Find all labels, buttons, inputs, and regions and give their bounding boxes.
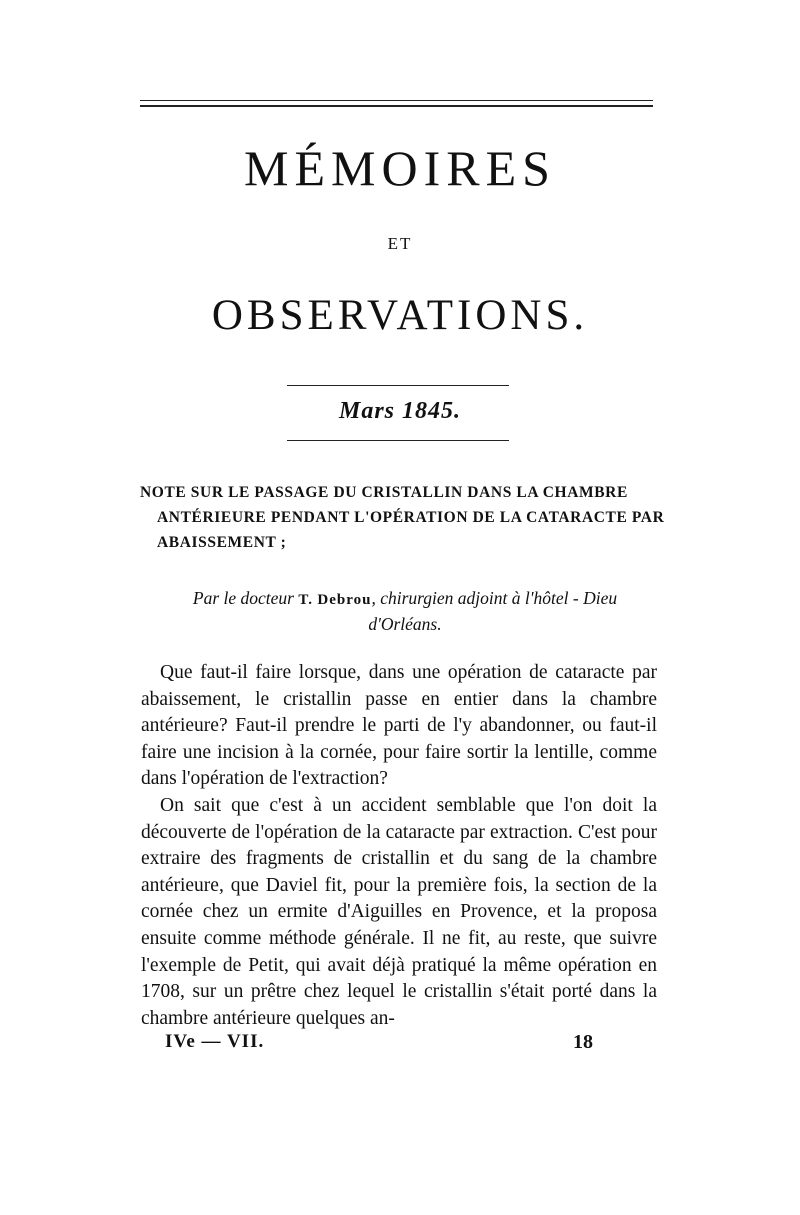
author-name: Debrou [317,592,372,608]
article-title-line: NOTE SUR LE PASSAGE DU CRISTALLIN DANS LA CHAMBRE [140,484,628,501]
main-subtitle: OBSERVATIONS. [211,292,589,339]
page-number: 18 [573,1031,593,1053]
article-title [140,480,670,555]
main-title: MÉMOIRES [244,140,556,196]
author-affiliation: , chirurgien adjoint à l'hôtel - Dieu [371,588,618,608]
article-title-line: ANTÉRIEURE PENDANT L'OPÉRATION DE LA CATARACTE PAR [157,509,665,526]
author-byline [140,586,670,636]
author-city: d'Orléans. [368,614,442,634]
title-conjunction: ET [387,234,413,253]
issue-date: Mars 1845. [338,398,462,424]
article-body [141,660,657,1032]
article-title-line: ABAISSEMENT ; [157,534,287,551]
body-paragraph: On sait que c'est à un accident semblable que l'on doit la découverte de l'opération de la cataracte par extraction. C'est pour extraire des fragments de cristallin et du sang de la chambre antérieure, que Daviel fit, pour la première fois, la section de la cornée chez un ermite d'Aiguilles en Provence, et la proposa ensuite comme méthode générale. Il ne fit, au reste, que suivre l'exemple de Petit, qui avait déjà pratiqué la même opération en 1708, sur un prêtre chez lequel le cristallin s'était porté dans la chambre antérieure quelques an- [141,794,657,1029]
signature-mark: IVe — VII. [165,1031,265,1052]
byline-prefix: Par le docteur [192,588,294,608]
author-initial: T. [298,592,314,608]
body-paragraph: Que faut-il faire lorsque, dans une opération de cataracte par abaissement, le cristallin passe en entier dans la chambre antérieure? Faut-il prendre le parti de l'y abandonner, ou faut-il faire une incision à la cornée, pour faire sortir la lentille, comme dans l'opération de l'extraction? [141,662,657,790]
date-rule-top [287,385,509,386]
date-rule-bottom [287,440,509,441]
top-double-rule [140,100,653,107]
